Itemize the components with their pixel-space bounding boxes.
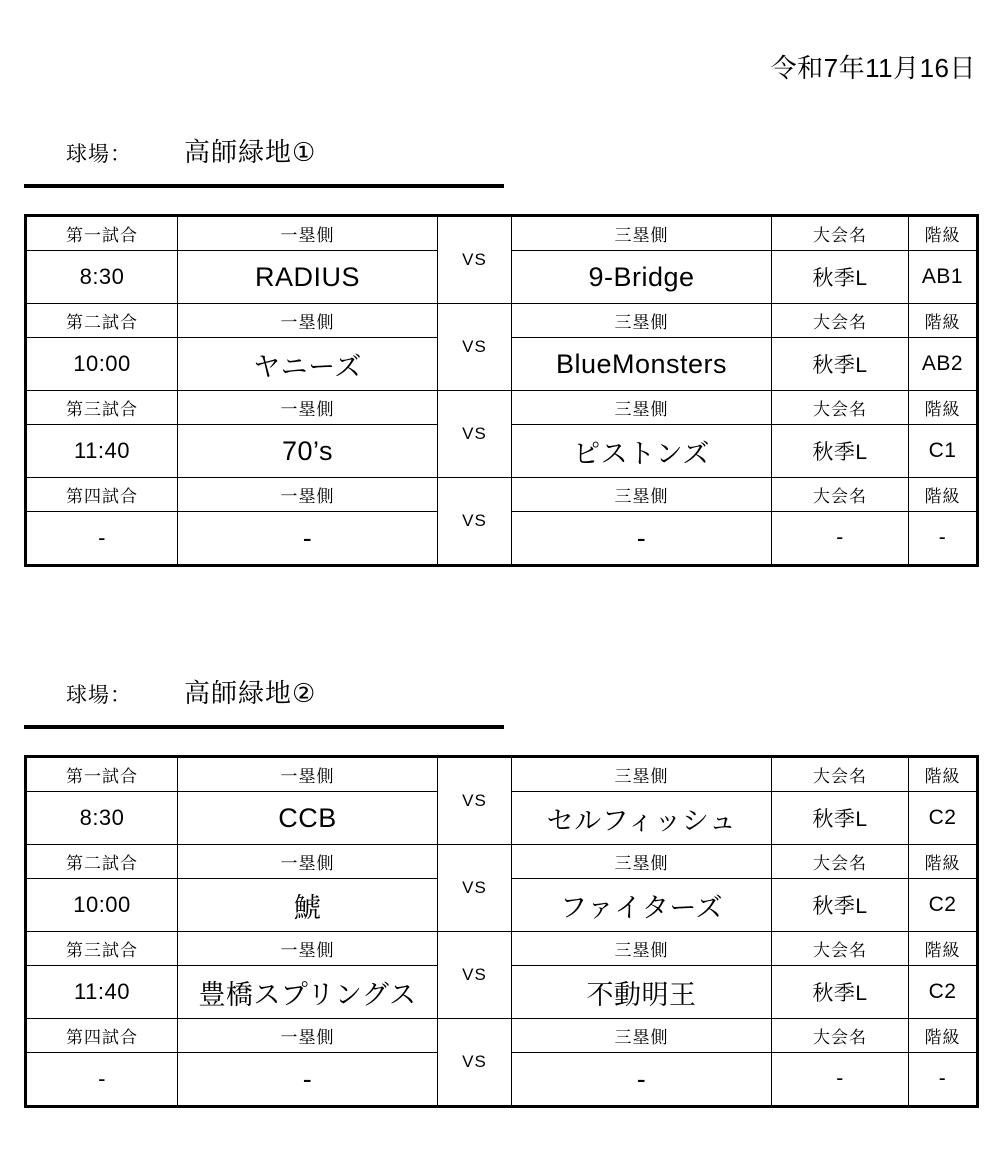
game-time: - [26,1053,178,1107]
tournament-label: 大会名 [772,932,909,966]
first-base-team: - [178,1053,438,1107]
third-base-label: 三塁側 [512,932,772,966]
third-base-team: 不動明王 [512,966,772,1019]
third-base-team: - [512,1053,772,1107]
venue-name-1: 高師緑地① [184,137,317,167]
vs-label: VS [438,932,512,1019]
class-label: 階級 [909,304,978,338]
venue-name-2: 高師緑地② [184,678,317,708]
game-order: 第一試合 [26,757,178,792]
schedule-table-1 [24,214,979,567]
vs-label: VS [438,216,512,304]
third-base-label: 三塁側 [512,478,772,512]
tournament-name: 秋季L [772,425,909,478]
tournament-label: 大会名 [772,757,909,792]
class-label: 階級 [909,1019,978,1053]
class-value: C2 [909,792,978,845]
tournament-label: 大会名 [772,1019,909,1053]
table-row [26,932,978,966]
class-value: AB2 [909,338,978,391]
class-value: - [909,1053,978,1107]
tournament-name: 秋季L [772,966,909,1019]
game-time: 8:30 [26,792,178,845]
first-base-label: 一塁側 [178,304,438,338]
class-value: C1 [909,425,978,478]
first-base-team: RADIUS [178,251,438,304]
first-base-label: 一塁側 [178,932,438,966]
game-order: 第二試合 [26,845,178,879]
tournament-label: 大会名 [772,478,909,512]
third-base-team: セルフィッシュ [512,792,772,845]
vs-label: VS [438,845,512,932]
table-row [26,304,978,338]
venue-label-1: 球場： [66,143,132,166]
venue-underline-1 [24,184,504,188]
table-row [26,391,978,425]
first-base-label: 一塁側 [178,1019,438,1053]
venue-header-1 [24,132,976,176]
tournament-label: 大会名 [772,391,909,425]
class-value: AB1 [909,251,978,304]
vs-label: VS [438,478,512,566]
game-time: 8:30 [26,251,178,304]
third-base-label: 三塁側 [512,304,772,338]
third-base-label: 三塁側 [512,216,772,251]
tournament-name: 秋季L [772,879,909,932]
class-label: 階級 [909,845,978,879]
vs-label: VS [438,391,512,478]
tournament-label: 大会名 [772,304,909,338]
tournament-label: 大会名 [772,216,909,251]
game-time: 10:00 [26,338,178,391]
third-base-team: - [512,512,772,566]
class-label: 階級 [909,932,978,966]
game-order: 第二試合 [26,304,178,338]
venue-block-1 [24,132,976,567]
class-value: C2 [909,879,978,932]
vs-label: VS [438,304,512,391]
document-date: 令和7年11月16日 [770,53,976,83]
tournament-name: - [772,1053,909,1107]
venue-underline-2 [24,725,504,729]
venue-header-2 [24,673,976,717]
game-time: 10:00 [26,879,178,932]
first-base-team: CCB [178,792,438,845]
first-base-team: 70’s [178,425,438,478]
table-row [26,478,978,512]
tournament-name: 秋季L [772,338,909,391]
tournament-label: 大会名 [772,845,909,879]
first-base-label: 一塁側 [178,757,438,792]
table-row [26,1019,978,1053]
first-base-team: 鯱 [178,879,438,932]
class-value: - [909,512,978,566]
game-time: - [26,512,178,566]
tournament-name: 秋季L [772,792,909,845]
game-order: 第三試合 [26,932,178,966]
third-base-team: BlueMonsters [512,338,772,391]
third-base-team: ピストンズ [512,425,772,478]
vs-label: VS [438,1019,512,1107]
vs-label: VS [438,757,512,845]
third-base-label: 三塁側 [512,757,772,792]
third-base-team: 9-Bridge [512,251,772,304]
venue-block-2 [24,673,976,1108]
first-base-label: 一塁側 [178,391,438,425]
class-label: 階級 [909,757,978,792]
game-order: 第四試合 [26,1019,178,1053]
class-value: C2 [909,966,978,1019]
third-base-label: 三塁側 [512,1019,772,1053]
class-label: 階級 [909,391,978,425]
game-order: 第四試合 [26,478,178,512]
first-base-label: 一塁側 [178,845,438,879]
class-label: 階級 [909,478,978,512]
table-row [26,845,978,879]
first-base-team: 豊橋スプリングス [178,966,438,1019]
game-order: 第三試合 [26,391,178,425]
first-base-label: 一塁側 [178,478,438,512]
game-time: 11:40 [26,966,178,1019]
tournament-name: 秋季L [772,251,909,304]
table-row [26,216,978,251]
third-base-label: 三塁側 [512,391,772,425]
schedule-table-2 [24,755,979,1108]
tournament-name: - [772,512,909,566]
third-base-label: 三塁側 [512,845,772,879]
venue-label-2: 球場： [66,684,132,707]
game-order: 第一試合 [26,216,178,251]
first-base-team: ヤニーズ [178,338,438,391]
class-label: 階級 [909,216,978,251]
first-base-team: - [178,512,438,566]
third-base-team: ファイターズ [512,879,772,932]
first-base-label: 一塁側 [178,216,438,251]
table-row [26,757,978,792]
game-time: 11:40 [26,425,178,478]
